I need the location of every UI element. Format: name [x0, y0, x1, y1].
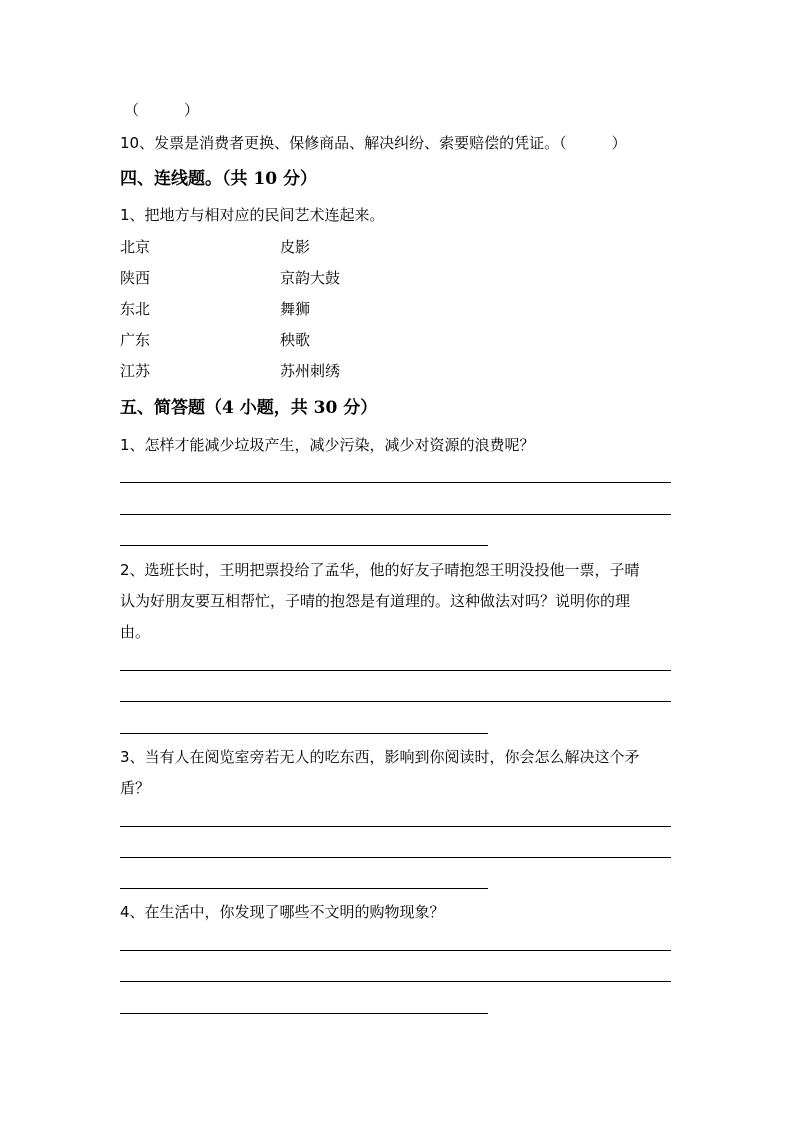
section-4-title: 四、连线题。（共 10 分）	[120, 169, 317, 189]
section-5-question-3-line-2: 盾？	[120, 779, 151, 797]
item-10: 10、发票是消费者更换、保修商品、解决纠纷、索要赔偿的凭证。（ ）	[120, 134, 627, 152]
answer-line[interactable]	[120, 670, 671, 671]
answer-line[interactable]	[120, 888, 488, 889]
match-left-item: 东北	[120, 300, 151, 318]
match-left-item: 陕西	[120, 269, 151, 287]
answer-line[interactable]	[120, 950, 671, 951]
match-left-item: 江苏	[120, 362, 151, 380]
match-left-item: 广东	[120, 331, 151, 349]
section-4-question-1: 1、把地方与相对应的民间艺术连起来。	[120, 206, 385, 224]
answer-line[interactable]	[120, 733, 488, 734]
section-5-title: 五、简答题（4 小题，共 30 分）	[120, 398, 378, 418]
answer-line[interactable]	[120, 1013, 488, 1014]
section-5-question-2-line-1: 2、选班长时，王明把票投给了孟华，他的好友子晴抱怨王明没投他一票，子晴	[120, 561, 640, 579]
answer-line[interactable]	[120, 545, 488, 546]
section-5-question-2-line-2: 认为好朋友要互相帮忙，子晴的抱怨是有道理的。这种做法对吗？说明你的理	[120, 592, 631, 610]
match-right-item: 京韵大鼓	[280, 269, 341, 287]
answer-line[interactable]	[120, 981, 671, 982]
answer-line[interactable]	[120, 514, 671, 515]
match-right-item: 舞狮	[280, 300, 311, 318]
section-5-question-3-line-1: 3、当有人在阅览室旁若无人的吃东西，影响到你阅读时，你会怎么解决这个矛	[120, 748, 640, 766]
match-right-item: 苏州刺绣	[280, 362, 341, 380]
answer-line[interactable]	[120, 701, 671, 702]
match-left-item: 北京	[120, 238, 151, 256]
answer-line[interactable]	[120, 826, 671, 827]
match-right-item: 秧歌	[280, 331, 311, 349]
answer-line[interactable]	[120, 482, 671, 483]
section-5-question-2-line-3: 由。	[120, 623, 151, 641]
answer-line[interactable]	[120, 857, 671, 858]
section-5-question-4: 4、在生活中，你发现了哪些不文明的购物现象？	[120, 903, 445, 921]
prev-item-answer-paren: （ ）	[124, 101, 200, 119]
match-right-item: 皮影	[280, 238, 311, 256]
section-5-question-1: 1、怎样才能减少垃圾产生，减少污染，减少对资源的浪费呢？	[120, 436, 535, 454]
